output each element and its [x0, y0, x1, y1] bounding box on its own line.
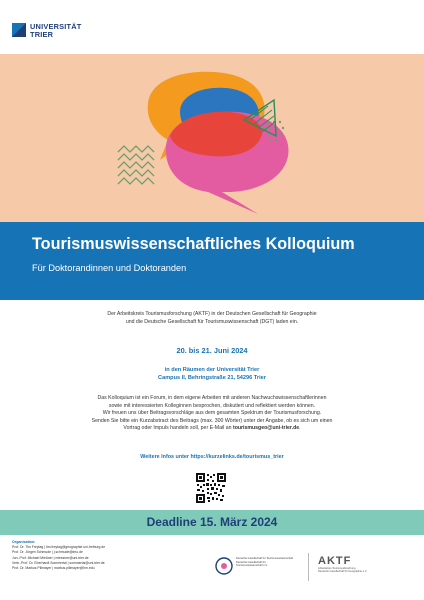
organizer-entry: Prof. Dr. Tim Freytag | tim.freytag@geographie.uni-freiburg.de — [12, 545, 106, 550]
organizers-heading: Organisation: — [12, 540, 36, 544]
aktf-line-2: Deutsche Gesellschaft für Geographie e.V. — [318, 570, 368, 574]
aktf-line-1: Arbeitskreis Tourismusforschung — [318, 567, 356, 570]
logo-line-1: UNIVERSITÄT — [30, 22, 82, 31]
dgt-line-3: Tourismuswissenschaft e.V. — [236, 564, 268, 568]
description-line-2: sowie mit interessierten Kolleginnen besprochen, diskutiert und reflektiert werden können. — [108, 402, 316, 409]
zigzag-pattern — [118, 146, 154, 184]
organizer-entry: Prof. Dr. Markus Pillmayer | markus.pillmayer@hm.edu — [12, 566, 95, 571]
dgt-logo[interactable] — [214, 556, 304, 580]
dgt-emblem-icon — [214, 556, 234, 576]
description-line-5 — [30, 425, 394, 433]
hero-illustration — [0, 54, 424, 222]
event-date: 20. bis 21. Juni 2024 — [176, 346, 248, 355]
intro-text — [30, 311, 394, 326]
description-line-5-suffix: . — [299, 425, 301, 432]
dgt-line-2: Deutsche Gesellschaft für — [236, 560, 266, 564]
venue-line-1: in den Räumen der Universität Trier — [164, 367, 260, 373]
description-line-3: Wir freuen uns über Beitragsvorschläge aus dem gesamten Spektrum der Tourismusforschung. — [102, 410, 322, 417]
more-info-link[interactable]: Weitere Infos unter https://kurzelinks.de/tourismus_trier — [140, 454, 284, 460]
description-line-4: Senden Sie bitte ein Kurzabstract des Beitrags (max. 300 Wörter) unter der Angabe, ob es sich um einen — [91, 417, 333, 424]
venue-line-2: Campus II, Behringstraße 21, 54296 Trier — [158, 374, 266, 381]
speech-bubbles-illustration — [0, 54, 424, 222]
event-title: Tourismuswissenschaftliches Kolloquium — [32, 235, 355, 253]
aktf-logo[interactable] — [318, 555, 418, 585]
description-line-1: Das Kolloquium ist ein Forum, in dem eigene Arbeiten mit anderen Nachwuchswissenschaftlerinnen — [97, 395, 327, 401]
organizers-list — [12, 540, 212, 571]
description-text — [30, 395, 394, 433]
description-line-5-prefix: Vortrag oder Impuls handeln soll, per E-Mail an — [123, 425, 233, 432]
university-emblem-icon — [12, 23, 26, 37]
deadline-banner — [0, 510, 424, 535]
organizer-entry: Prof. Dr. Jürgen Schmude | j.schmude@lmu.de — [12, 550, 83, 555]
dgt-text — [236, 557, 308, 568]
organizer-entry: Jun.-Prof. Michael Mießner | miessner@uni-trier.de — [12, 555, 89, 560]
title-band — [0, 222, 424, 300]
organizer-entry: Verb.-Prof. Dr. Eberhardt Sommertal | sommertal@uni-trier.de — [12, 560, 105, 565]
intro-line-2: und die Deutsche Gesellschaft für Tourismuswissenschaft (DGT) laden ein. — [125, 318, 299, 325]
partner-divider — [308, 553, 309, 581]
aktf-name: AKTF — [318, 555, 352, 567]
event-subtitle: Für Doktorandinnen und Doktoranden — [32, 263, 187, 273]
university-logo[interactable] — [12, 23, 81, 43]
contact-email-link[interactable]: tourismusgeo@uni-trier.de — [232, 425, 300, 432]
dgt-line-1: Deutsche Gesellschaft für Tourismuswissenschaft — [236, 557, 294, 560]
qr-code-icon[interactable] — [196, 473, 226, 503]
deadline-text: Deadline 15. März 2024 — [146, 515, 278, 529]
logo-line-2: TRIER — [30, 30, 54, 39]
event-venue — [0, 367, 424, 382]
intro-line-1: Der Arbeitskreis Tourismusforschung (AKTF) in der Deutschen Gesellschaft für Geographie — [107, 311, 317, 317]
university-name — [30, 23, 81, 39]
